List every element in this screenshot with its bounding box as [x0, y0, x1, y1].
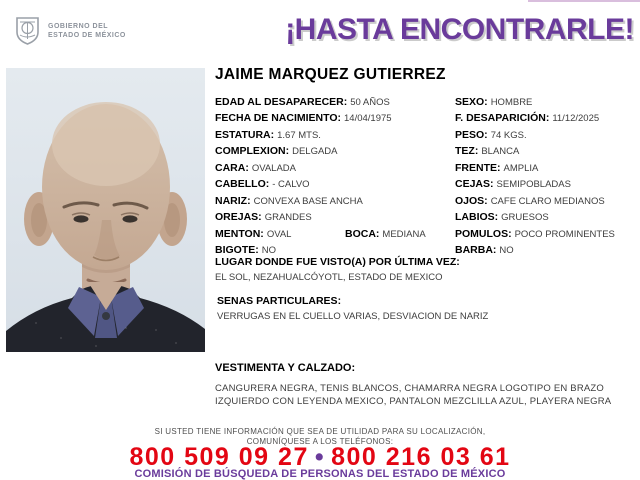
clothing-section — [215, 358, 639, 408]
logo-text-line2: ESTADO DE MÉXICO — [48, 32, 126, 39]
top-right-accent-line — [528, 0, 640, 2]
particular-signs-section — [217, 291, 488, 322]
details-grid — [215, 92, 636, 256]
field-value: OVALADA — [251, 162, 297, 174]
last-seen-section — [215, 252, 460, 283]
phone-number-2: 800 216 03 61 — [331, 443, 511, 471]
field-label: SEXO: — [455, 96, 488, 108]
field-value: POCO PROMINENTES — [514, 228, 615, 240]
phone-separator-dot: • — [314, 443, 326, 471]
field-label: ESTATURA: — [215, 128, 275, 141]
detail-row — [215, 174, 636, 190]
particular-signs-value: VERRUGAS EN EL CUELLO VARIAS, DESVIACION DE NARIZ — [217, 311, 489, 322]
field-value: NO — [261, 244, 276, 256]
field-value: OVAL — [266, 228, 292, 240]
field-value: DELGADA — [292, 146, 338, 158]
search-commission-name: COMISIÓN DE BÚSQUEDA DE PERSONAS DEL ESTADO DE MÉXICO — [134, 468, 506, 480]
clothing-label: VESTIMENTA Y CALZADO: — [215, 362, 356, 374]
field-label: MENTON: — [215, 227, 264, 240]
last-seen-label: LUGAR DONDE FUE VISTO(A) POR ÚLTIMA VEZ: — [215, 256, 460, 268]
edomex-government-logo — [14, 16, 126, 46]
field-label: NARIZ: — [215, 194, 251, 207]
field-label: FECHA DE NACIMIENTO: — [215, 112, 341, 125]
field-value: MEDIANA — [382, 228, 426, 240]
missing-person-photo — [6, 68, 205, 352]
field-label: POMULOS: — [455, 227, 512, 240]
field-label: OJOS: — [455, 194, 488, 207]
particular-signs-label: SENAS PARTICULARES: — [217, 295, 342, 307]
field-value: GRUESOS — [501, 212, 549, 224]
portrait-illustration — [6, 68, 205, 352]
field-label: TEZ: — [455, 145, 479, 158]
detail-row — [215, 158, 636, 174]
detail-row — [215, 141, 636, 157]
field-value: - CALVO — [272, 179, 310, 191]
logo-text-line1: GOBIERNO DEL — [48, 23, 109, 30]
detail-row — [215, 125, 636, 141]
field-label: BARBA: — [455, 243, 497, 256]
detail-row — [215, 224, 636, 240]
field-value: BLANCA — [481, 146, 520, 158]
phone-number-1: 800 509 09 27 — [129, 443, 309, 471]
field-label: FRENTE: — [455, 161, 501, 174]
field-value: HOMBRE — [490, 97, 533, 108]
field-label: CABELLO: — [215, 178, 270, 191]
poster-title: ¡HASTA ENCONTRARLE! — [285, 13, 634, 46]
field-value: SEMIPOBLADAS — [496, 179, 571, 191]
field-label: F. DESAPARICIÓN: — [455, 112, 550, 125]
coat-of-arms-icon — [14, 16, 41, 46]
detail-row — [215, 191, 636, 207]
field-label: COMPLEXION: — [215, 145, 290, 158]
field-value: 14/04/1975 — [344, 113, 392, 125]
field-label: BIGOTE: — [215, 243, 259, 256]
field-value: 74 KGS. — [490, 129, 527, 141]
contact-instructions-line1: SI USTED TIENE INFORMACIÓN QUE SEA DE UTILIDAD PARA SU LOCALIZACIÓN, — [154, 427, 486, 436]
field-label: PESO: — [455, 128, 488, 141]
field-label: CEJAS: — [455, 178, 494, 191]
field-value: 1.67 MTS. — [277, 129, 321, 141]
field-value: CONVEXA BASE ANCHA — [253, 195, 363, 207]
contact-instructions-line2: COMUNÍQUESE A LOS TELÉFONOS: — [246, 437, 394, 446]
field-label: EDAD AL DESAPARECER: — [215, 96, 348, 108]
field-value: GRANDES — [264, 212, 312, 224]
field-value: AMPLIA — [503, 162, 539, 174]
field-label: OREJAS: — [215, 211, 262, 224]
field-value: CAFE CLARO MEDIANOS — [490, 195, 605, 207]
field-label: CARA: — [215, 161, 249, 174]
field-label: LABIOS: — [455, 211, 499, 224]
last-seen-value: EL SOL, NEZAHUALCÓYOTL, ESTADO DE MEXICO — [215, 272, 443, 283]
detail-row — [215, 207, 636, 223]
detail-row — [215, 92, 636, 108]
detail-row — [215, 108, 636, 124]
field-value: NO — [499, 244, 514, 256]
person-name: JAIME MARQUEZ GUTIERREZ — [215, 66, 446, 83]
clothing-value: CANGURERA NEGRA, TENIS BLANCOS, CHAMARRA NEGRA LOGOTIPO EN BRAZO IZQUIERDO CON LEYENDA MEXICO, PANTALON MEZCLILLA AZUL, PLAYERA NEGRA — [215, 383, 612, 407]
field-value: 11/12/2025 — [552, 113, 600, 125]
field-label: BOCA: — [345, 227, 380, 240]
field-value: 50 AÑOS — [350, 97, 390, 108]
